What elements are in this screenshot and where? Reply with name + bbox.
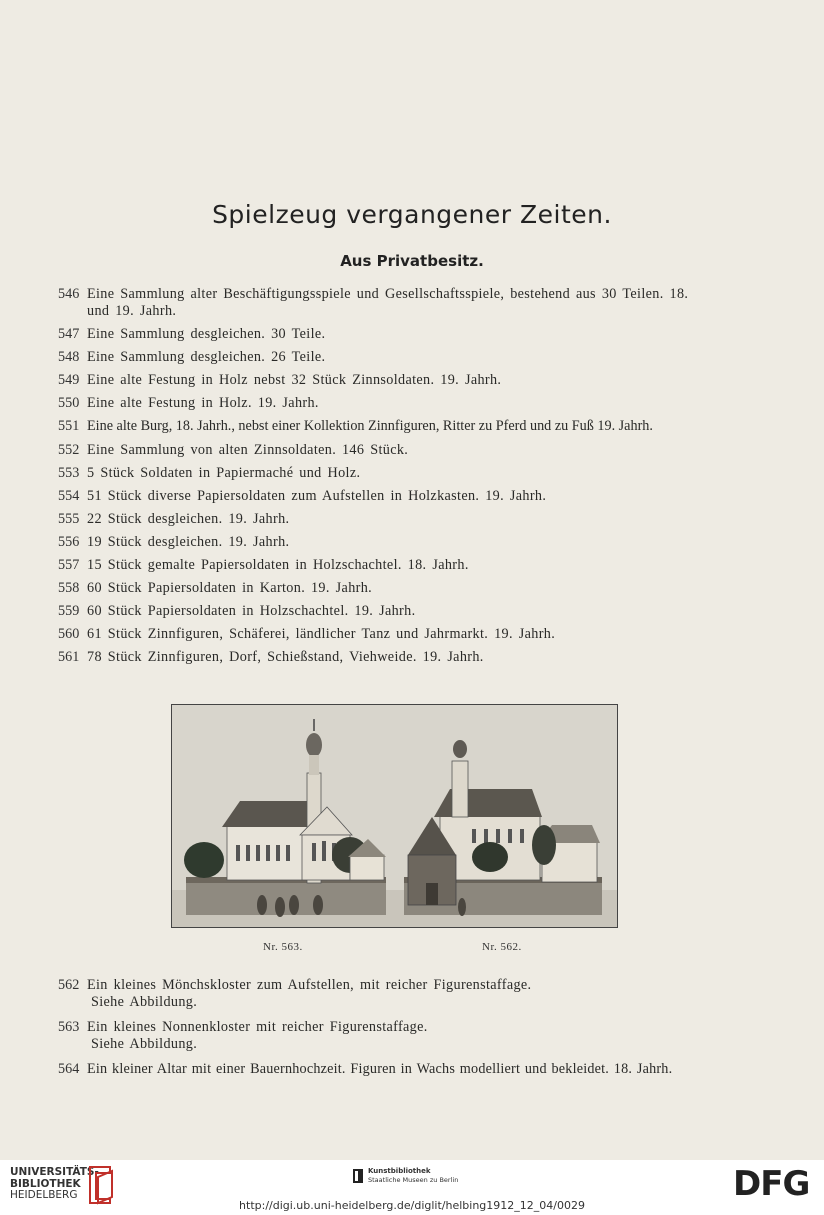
entry-number: 562 [58,977,80,993]
ub-line-3: HEIDELBERG [10,1189,78,1201]
entry-text: 19 Stück desgleichen. 19. Jahrh. [87,533,290,550]
list-item [58,511,748,528]
entry-number: 563 [58,1019,80,1035]
entry-number: 559 [58,603,80,620]
list-item [58,395,748,412]
entry-text: Eine Sammlung von alten Zinnsoldaten. 146 Stück. [87,441,409,458]
entry-number: 561 [58,649,80,666]
list-item [58,442,748,459]
page-title: Spielzeug vergangener Zeiten. [212,200,612,229]
entry-text: 15 Stück gemalte Papiersoldaten in Holzschachtel. 18. Jahrh. [87,557,469,574]
list-item [58,286,748,320]
entry-text: 51 Stück diverse Papiersoldaten zum Aufstellen in Holzkasten. 19. Jahrh. [87,487,547,504]
entry-number: 550 [58,395,80,412]
caption-left: Nr. 563. [263,941,303,953]
list-item [58,1061,758,1078]
entry-text: 60 Stück Papiersoldaten in Holzschachtel. 19. Jahrh. [87,603,416,620]
caption-right: Nr. 562. [482,941,522,953]
list-item [58,626,748,643]
entry-text: Ein kleiner Altar mit einer Bauernhochzeit. Figuren in Wachs modelliert und bekleidet. 18. Jahrh. [87,1061,673,1077]
list-item [58,977,758,1011]
entry-number: 546 [58,286,80,302]
kunstbibliothek-logo[interactable] [368,1167,458,1185]
entry-number: 551 [58,418,80,435]
list-item [58,465,748,482]
permalink-url[interactable]: http://digi.ub.uni-heidelberg.de/diglit/helbing1912_12_04/0029 [239,1199,585,1212]
kb-line-2: Staatliche Museen zu Berlin [368,1176,459,1184]
kunstbibliothek-icon [352,1168,364,1184]
entry-continuation: Siehe Abbildung. [91,1036,198,1052]
cloister-illustration [172,705,617,927]
list-item [58,534,748,551]
entry-continuation: Siehe Abbildung. [91,994,198,1010]
entry-text: Ein kleines Nonnenkloster mit reicher Figurenstaffage. [87,1019,428,1035]
list-item [58,649,748,666]
entry-number: 552 [58,441,80,458]
entry-text: 60 Stück Papiersoldaten in Karton. 19. Jahrh. [87,580,373,597]
entry-text: Eine alte Festung in Holz. 19. Jahrh. [87,395,319,412]
list-item [58,603,748,620]
entry-text: 61 Stück Zinnfiguren, Schäferei, ländlicher Tanz und Jahrmarkt. 19. Jahrh. [87,626,556,643]
entry-text: Eine Sammlung alter Beschäftigungsspiele und Gesellschaftsspiele, bestehend aus 30 Teilen. 18. [87,286,689,302]
entry-number: 557 [58,557,80,574]
dfg-logo[interactable]: DFG [733,1164,810,1204]
ub-line-1: UNIVERSITÄTS- [10,1166,99,1178]
cloister-photograph [171,704,618,928]
entry-number: 564 [58,1061,80,1077]
entry-number: 553 [58,464,80,481]
entry-number: 555 [58,510,80,527]
list-item [58,372,748,389]
entry-number: 548 [58,349,80,366]
entry-text: Eine Sammlung desgleichen. 26 Teile. [87,349,326,366]
entry-text: Eine alte Festung in Holz nebst 32 Stück Zinnsoldaten. 19. Jahrh. [87,372,502,389]
entry-list-lower [58,977,758,1078]
entry-text: 22 Stück desgleichen. 19. Jahrh. [87,510,290,527]
entry-text: Eine alte Burg, 18. Jahrh., nebst einer Kollektion Zinnfiguren, Ritter zu Pferd und zu Fuß 19. Jahrh. [87,418,653,435]
list-item [58,557,748,574]
entry-text: Ein kleines Mönchskloster zum Aufstellen, mit reicher Figurenstaffage. [87,977,532,993]
entry-text: 78 Stück Zinnfiguren, Dorf, Schießstand, Viehweide. 19. Jahrh. [87,649,484,666]
entry-number: 549 [58,372,80,389]
entry-number: 547 [58,326,80,343]
list-item [58,1019,758,1053]
list-item [58,488,748,505]
page-subtitle: Aus Privatbesitz. [340,252,484,270]
entry-list [58,286,748,673]
entry-number: 554 [58,487,80,504]
entry-continuation: und 19. Jahrh. [87,303,177,319]
entry-text: Eine Sammlung desgleichen. 30 Teile. [87,326,326,343]
list-item [58,418,748,435]
list-item [58,349,748,366]
kb-line-1: Kunstbibliothek [368,1167,431,1175]
entry-text: 5 Stück Soldaten in Papiermaché und Holz. [87,464,361,481]
list-item [58,326,748,343]
entry-number: 558 [58,580,80,597]
entry-number: 556 [58,533,80,550]
entry-number: 560 [58,626,80,643]
ub-line-2: BIBLIOTHEK [10,1177,81,1190]
list-item [58,580,748,597]
